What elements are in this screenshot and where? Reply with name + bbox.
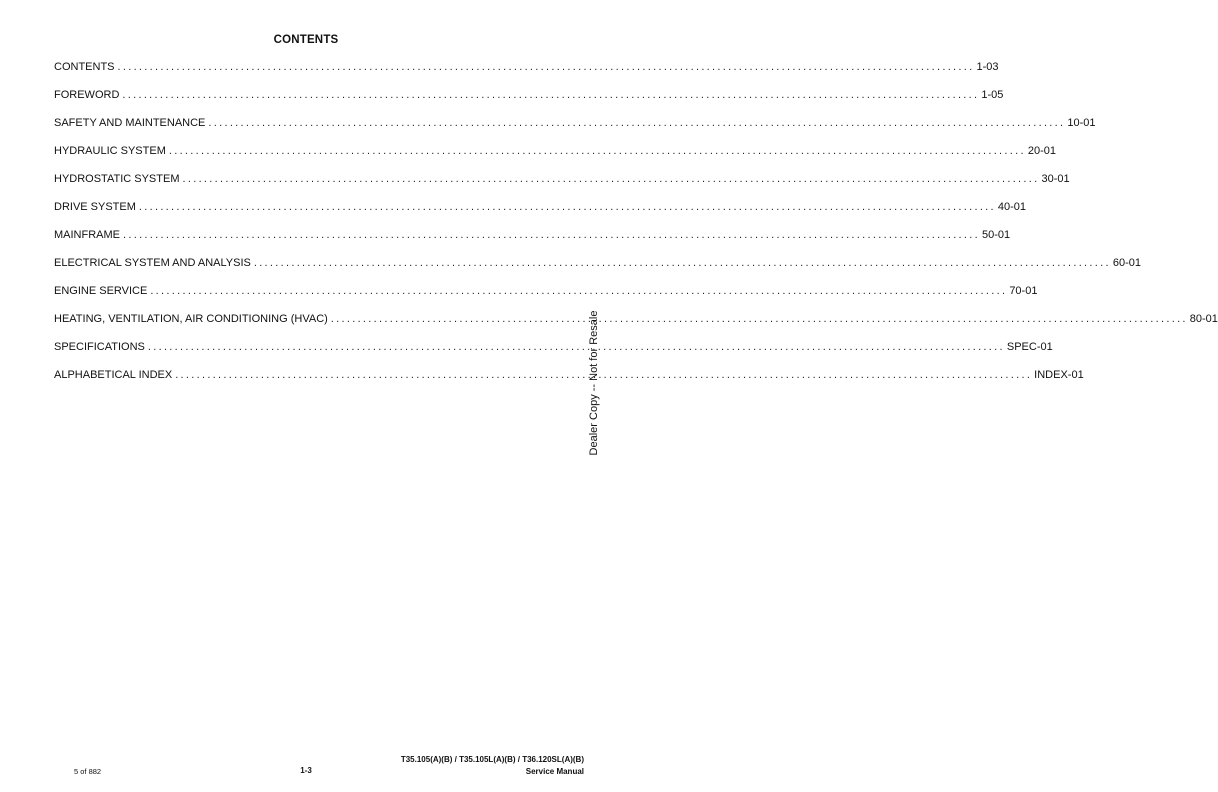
dot-leader: ................................................................................................................................................................ (168, 145, 1026, 157)
dot-leader: ................................................................................................................................................................ (182, 173, 1040, 185)
toc-entry-label: FOREWORD (54, 89, 120, 101)
toc-entry-label: HYDROSTATIC SYSTEM (54, 173, 180, 185)
toc-entry-specifications[interactable] (54, 341, 1053, 369)
toc-entry-alphabetical-index[interactable] (54, 369, 1084, 397)
toc-entry-foreword[interactable] (54, 89, 1004, 117)
dealer-copy-watermark: Dealer Copy -- Not for Resale (588, 310, 600, 456)
footer-manual-title: Service Manual (525, 767, 584, 776)
toc-entry-drive-system[interactable] (54, 201, 1027, 229)
dot-leader: ................................................................................................................................................................ (150, 285, 1008, 297)
dot-leader: ................................................................................................................................................................ (253, 257, 1111, 269)
toc-entry-page: 30-01 (1041, 173, 1070, 185)
toc-entry-hydrostatic-system[interactable] (54, 173, 1070, 201)
dot-leader: ................................................................................................................................................................ (138, 201, 996, 213)
toc-entry-label: ELECTRICAL SYSTEM AND ANALYSIS (54, 257, 251, 269)
toc-entry-page: 50-01 (981, 229, 1011, 241)
dot-leader: ................................................................................................................................................................ (208, 117, 1066, 129)
toc-entry-electrical-system[interactable] (54, 257, 1141, 285)
toc-entry-page: 40-01 (997, 201, 1027, 213)
toc-entry-contents[interactable] (54, 61, 999, 89)
toc-entry-page: 70-01 (1009, 285, 1038, 297)
toc-entry-label: SAFETY AND MAINTENANCE (54, 117, 206, 129)
page-title: CONTENTS (273, 34, 339, 46)
dot-leader: ................................................................................................................................................................ (122, 89, 980, 101)
dot-leader: ................................................................................................................................................................ (147, 341, 1005, 353)
toc-entry-label: ALPHABETICAL INDEX (54, 369, 173, 381)
dot-leader: ................................................................................................................................................................ (117, 61, 975, 73)
toc-entry-label: SPECIFICATIONS (54, 341, 145, 353)
toc-entry-page: SPEC-01 (1006, 341, 1053, 353)
toc-entry-engine-service[interactable] (54, 285, 1038, 313)
toc-entry-mainframe[interactable] (54, 229, 1011, 257)
footer-page-count: 5 of 882 (74, 767, 102, 776)
toc-entry-page: 20-01 (1027, 145, 1056, 157)
dot-leader: ................................................................................................................................................................ (330, 313, 1188, 325)
toc-entry-page: 10-01 (1067, 117, 1096, 129)
footer-models: T35.105(A)(B) / T35.105L(A)(B) / T36.120SL(A)(B) (400, 755, 584, 764)
toc-entry-page: 1-03 (976, 61, 999, 73)
toc-entry-page: 1-05 (981, 89, 1004, 101)
toc-entry-label: CONTENTS (54, 61, 115, 73)
toc-entry-hydraulic-system[interactable] (54, 145, 1056, 173)
toc-entry-safety-and-maintenance[interactable] (54, 117, 1096, 145)
footer-manual-info (401, 754, 584, 778)
toc-entry-page: 80-01 (1189, 313, 1218, 325)
toc-entry-label: MAINFRAME (54, 229, 120, 241)
footer-page-number: 1-3 (300, 766, 312, 775)
toc-entry-page: INDEX-01 (1034, 369, 1084, 381)
toc-entry-hvac[interactable] (54, 313, 1218, 341)
dot-leader: ................................................................................................................................................................ (123, 229, 980, 241)
toc-entry-label: DRIVE SYSTEM (54, 201, 136, 213)
toc-entry-label: HYDRAULIC SYSTEM (54, 145, 166, 157)
toc-entry-label: ENGINE SERVICE (54, 285, 148, 297)
toc-entry-label: HEATING, VENTILATION, AIR CONDITIONING (HVAC) (54, 313, 328, 325)
dot-leader: ................................................................................................................................................................ (175, 369, 1033, 381)
toc-entry-page: 60-01 (1112, 257, 1141, 269)
